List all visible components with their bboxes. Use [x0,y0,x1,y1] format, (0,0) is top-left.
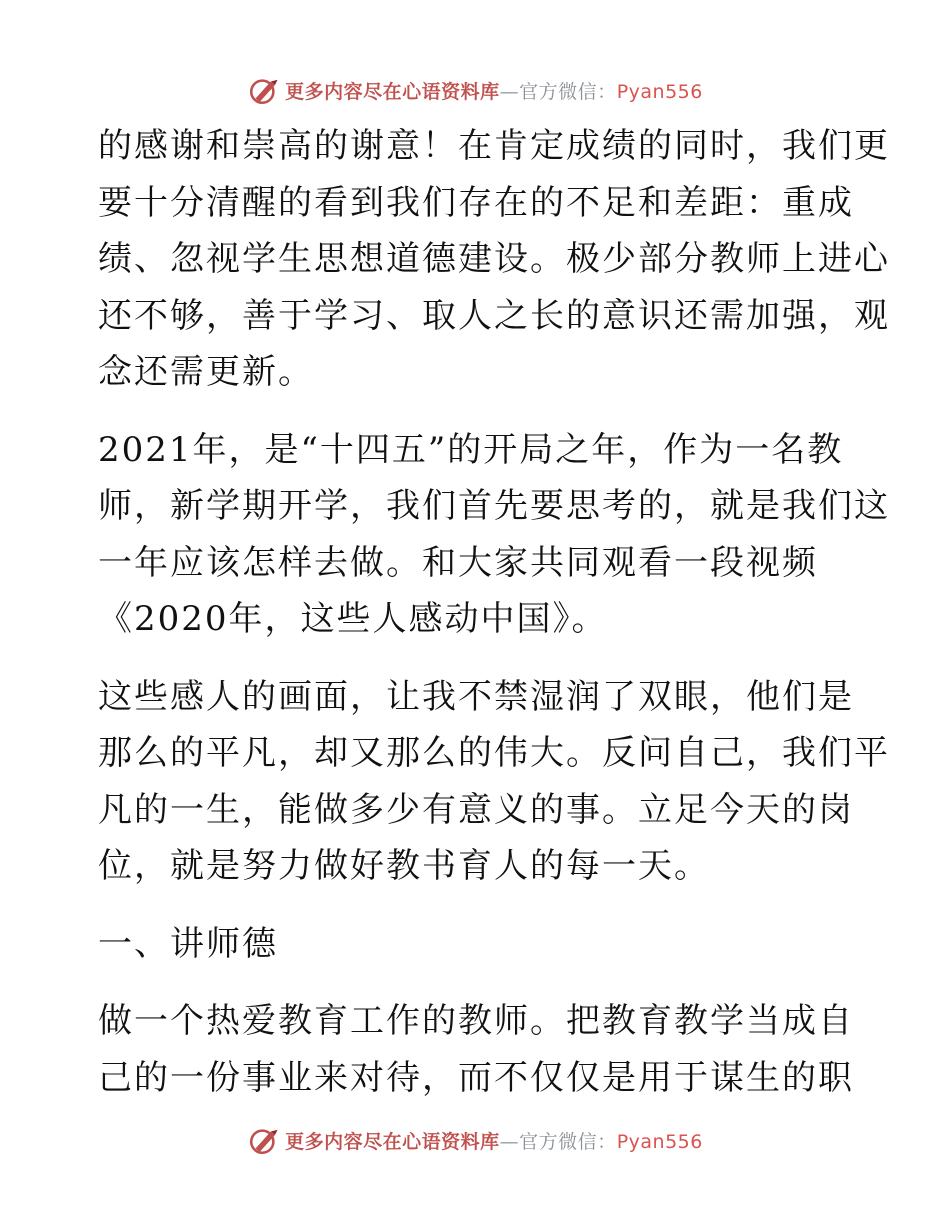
watermark-text [285,77,703,104]
watermark-label: 官方微信： [519,80,617,103]
watermark-label: 官方微信： [519,1130,617,1153]
watermark-dash: — [499,1130,520,1153]
text-line: 绩、忽视学生思想道德建设。极少部分教师上进心 [98,239,890,279]
text-line: 《2020年，这些人感动中国》。 [98,599,608,639]
text-line: 一、讲师德 [98,923,278,964]
text-line: 还不够，善于学习、取人之长的意识还需加强，观 [98,295,890,336]
paragraph [98,422,890,648]
watermark-text [285,1127,703,1154]
watermark-wechat-id: Pyan556 [616,80,703,103]
text-line: 师，新学期开学，我们首先要思考的，就是我们这 [98,486,890,526]
watermark-brand: 更多内容尽在心语资料库 [285,80,500,103]
watermark-brand: 更多内容尽在心语资料库 [285,1130,500,1153]
text-line: 一年应该怎样去做。和大家共同观看一段视频 [98,542,818,583]
paragraph [98,669,890,895]
text-line: 位，就是努力做好教书育人的每一天。 [98,846,710,886]
header-watermark [0,70,950,110]
pen-logo-icon [247,73,281,107]
text-line: 凡的一生，能做多少有意义的事。立足今天的岗 [98,789,854,830]
text-line: 2021年，是“十四五”的开局之年，作为一名教 [98,429,844,470]
footer-watermark [0,1120,950,1160]
text-line: 的感谢和崇高的谢意！在肯定成绩的同时，我们更 [98,126,890,166]
pen-logo-icon [247,1123,281,1157]
text-line: 要十分清醒的看到我们存在的不足和差距：重成 [98,182,854,223]
text-line: 己的一份事业来对待，而不仅仅是用于谋生的职 [98,1057,854,1098]
paragraph [98,993,858,1106]
text-line: 那么的平凡，却又那么的伟大。反问自己，我们平 [98,733,890,773]
section-heading [98,916,858,973]
text-line: 做一个热爱教育工作的教师。把教育教学当成自 [98,1001,854,1041]
watermark-wechat-id: Pyan556 [616,1130,703,1153]
document-body [98,118,890,1127]
text-line: 这些感人的画面，让我不禁湿润了双眼，他们是 [98,676,854,717]
paragraph [98,118,890,401]
text-line: 念还需更新。 [98,352,314,392]
watermark-dash: — [499,80,520,103]
